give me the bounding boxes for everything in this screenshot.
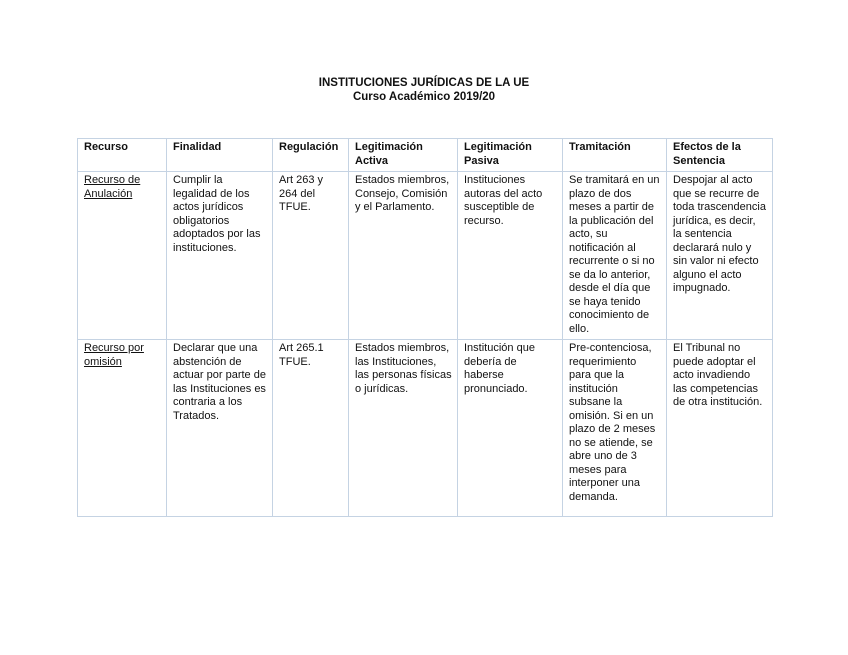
header-tramitacion: Tramitación (563, 139, 667, 172)
cell-recurso: Recurso por omisión (78, 340, 167, 517)
cell-recurso: Recurso de Anulación (78, 172, 167, 340)
cell-legitimacion-activa: Estados miembros, Consejo, Comisión y el Parlamento. (349, 172, 458, 340)
cell-efectos-sentencia: Despojar al acto que se recurre de toda trascendencia jurídica, es decir, la sentencia declarará nulo y sin valor ni efecto alguno el acto impugnado. (667, 172, 773, 340)
cell-efectos-sentencia: El Tribunal no puede adoptar el acto invadiendo las competencias de otra institución. (667, 340, 773, 517)
header-legitimacion-pasiva: Legitimación Pasiva (458, 139, 563, 172)
header-efectos-sentencia: Efectos de la Sentencia (667, 139, 773, 172)
header-recurso: Recurso (78, 139, 167, 172)
header-legitimacion-activa: Legitimación Activa (349, 139, 458, 172)
table-row (78, 172, 773, 340)
cell-legitimacion-pasiva: Instituciones autoras del acto susceptible de recurso. (458, 172, 563, 340)
cell-regulacion: Art 263 y 264 del TFUE. (273, 172, 349, 340)
cell-legitimacion-pasiva: Institución que debería de haberse pronunciado. (458, 340, 563, 517)
cell-finalidad: Declarar que una abstención de actuar por parte de las Instituciones es contraria a los Tratados. (167, 340, 273, 517)
header-regulacion: Regulación (273, 139, 349, 172)
document-title: INSTITUCIONES JURÍDICAS DE LA UE (318, 77, 530, 89)
cell-tramitacion: Se tramitará en un plazo de dos meses a partir de la publicación del acto, su notificación al recurrente o si no se da lo anterior, desde el día que se haya tenido conocimiento de ello. (563, 172, 667, 340)
table-row (78, 340, 773, 517)
cell-finalidad: Cumplir la legalidad de los actos jurídicos obligatorios adoptados por las instituciones. (167, 172, 273, 340)
cell-tramitacion: Pre-contenciosa, requerimiento para que la institución subsane la omisión. Si en un plazo de 2 meses no se atiende, se abre uno de 3 meses para interponer una demanda. (563, 340, 667, 517)
document-header (0, 76, 848, 104)
table-header-row (78, 139, 773, 172)
recursos-table (77, 138, 773, 517)
cell-regulacion: Art 265.1 TFUE. (273, 340, 349, 517)
document-subtitle: Curso Académico 2019/20 (352, 91, 496, 103)
header-finalidad: Finalidad (167, 139, 273, 172)
cell-legitimacion-activa: Estados miembros, las Instituciones, las personas físicas o jurídicas. (349, 340, 458, 517)
